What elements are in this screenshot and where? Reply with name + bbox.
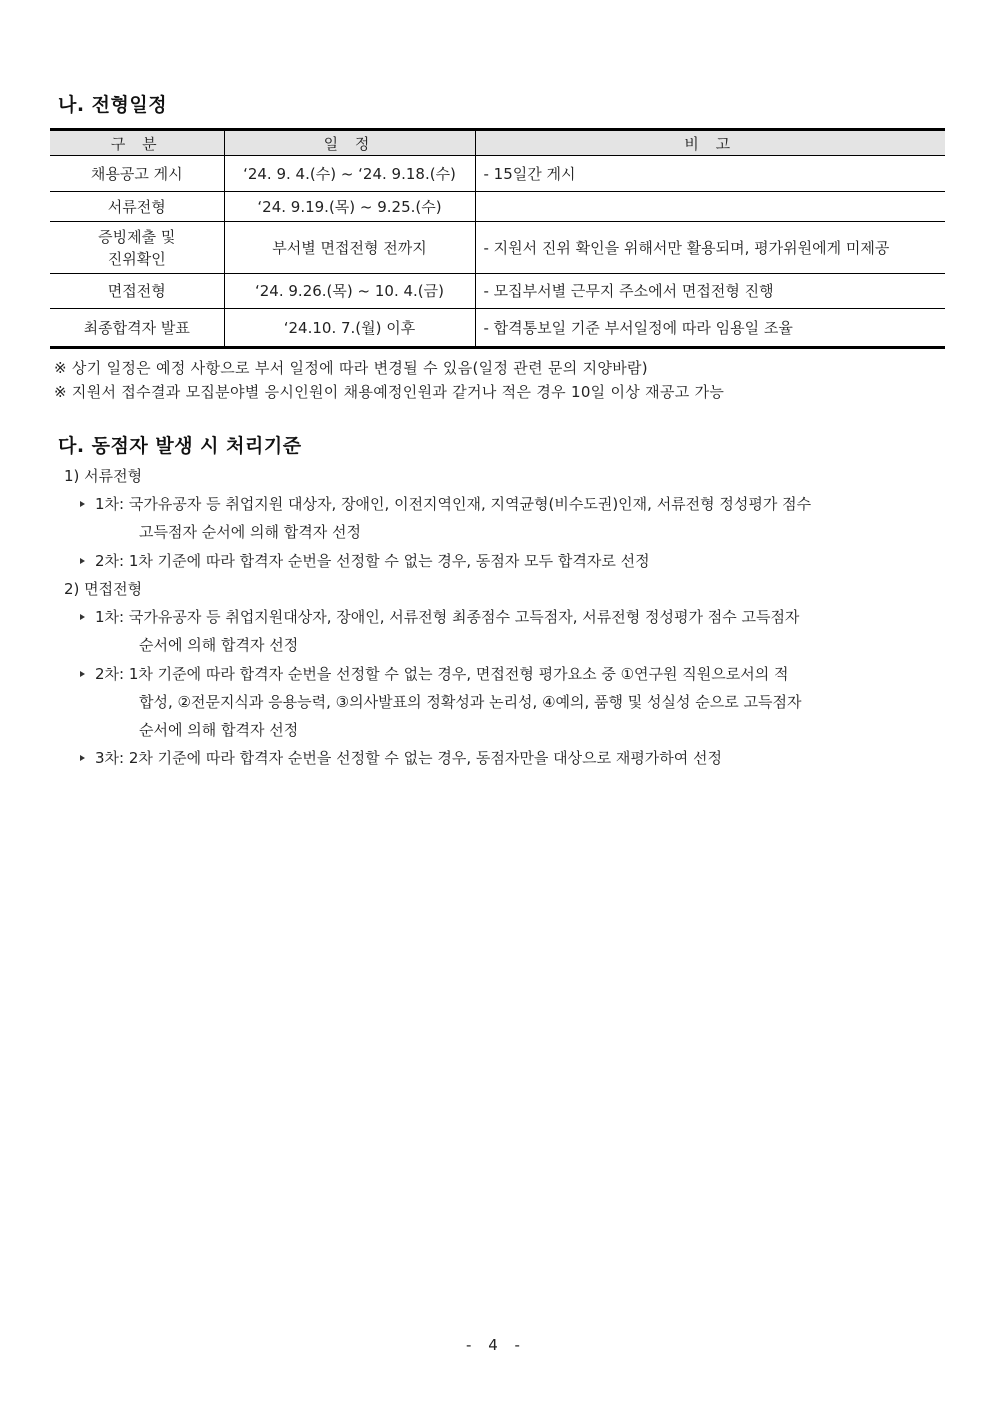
list-item <box>80 747 722 768</box>
subsection-label-document: 1) 서류전형 <box>64 467 143 485</box>
list-item-text: 1차: 국가유공자 등 취업지원 대상자, 장애인, 이전지역인재, 지역균형(비수도권)인재, 서류전형 정성평가 점수 <box>95 495 812 513</box>
subsection-label-interview: 2) 면접전형 <box>64 580 143 598</box>
page-number: - 4 - <box>466 1336 526 1354</box>
cell-note <box>475 192 945 222</box>
schedule-table <box>50 128 945 349</box>
header-note: 비 고 <box>475 130 945 156</box>
cell-schedule: ‘24.10. 7.(월) 이후 <box>224 309 475 348</box>
list-item-continuation: 순서에 의해 합격자 선정 <box>139 721 299 739</box>
list-item-continuation: 합성, ②전문지식과 응용능력, ③의사발표의 정확성과 논리성, ④예의, 품행 및 성실성 순으로 고득점자 <box>139 693 802 711</box>
cell-note-text: - 지원서 진위 확인을 위해서만 활용되며, 평가위원에게 미제공 <box>483 238 890 257</box>
list-item-continuation: 고득점자 순서에 의해 합격자 선정 <box>139 523 361 541</box>
cell-note <box>475 222 945 274</box>
cell-note: - 15일간 게시 <box>475 156 945 192</box>
header-schedule: 일 정 <box>224 130 475 156</box>
list-item <box>80 550 650 571</box>
cell-category: 최종합격자 발표 <box>50 309 224 348</box>
list-item-continuation: 순서에 의해 합격자 선정 <box>139 636 299 654</box>
list-item-text: 3차: 2차 기준에 따라 합격자 순번을 선정할 수 없는 경우, 동점자만을 대상으로 재평가하여 선정 <box>95 749 723 767</box>
bullet-triangle-icon <box>80 501 85 507</box>
header-category: 구 분 <box>50 130 224 156</box>
list-item <box>80 663 788 684</box>
list-item-text: 2차: 1차 기준에 따라 합격자 순번을 선정할 수 없는 경우, 동점자 모두 합격자로 선정 <box>95 552 650 570</box>
cell-schedule: ‘24. 9.19.(목) ~ 9.25.(수) <box>224 192 475 222</box>
cell-category <box>50 222 224 274</box>
cell-schedule: ‘24. 9.26.(목) ~ 10. 4.(금) <box>224 274 475 309</box>
cell-category: 면접전형 <box>50 274 224 309</box>
section-title-schedule: 나. 전형일정 <box>58 94 168 116</box>
bullet-triangle-icon <box>80 671 85 677</box>
table-row <box>50 274 945 309</box>
cell-schedule: ‘24. 9. 4.(수) ~ ‘24. 9.18.(수) <box>224 156 475 192</box>
list-item-text: 1차: 국가유공자 등 취업지원대상자, 장애인, 서류전형 최종점수 고득점자, 서류전형 정성평가 점수 고득점자 <box>95 608 800 626</box>
cell-category-line2: 진위확인 <box>107 249 166 268</box>
table-header-row <box>50 130 945 156</box>
cell-note: - 합격통보일 기준 부서일정에 따라 임용일 조율 <box>475 309 945 348</box>
footnote-reannouncement: ※ 지원서 접수결과 모집분야별 응시인원이 채용예정인원과 같거나 적은 경우 10일 이상 재공고 가능 <box>54 383 725 401</box>
bullet-triangle-icon <box>80 614 85 620</box>
cell-category: 채용공고 게시 <box>50 156 224 192</box>
list-item <box>80 493 944 514</box>
section-title-tiebreak: 다. 동점자 발생 시 처리기준 <box>58 435 302 457</box>
table-row <box>50 309 945 348</box>
list-item-text: 2차: 1차 기준에 따라 합격자 순번을 선정할 수 없는 경우, 면접전형 평가요소 중 ①연구원 직원으로서의 적 <box>95 665 789 683</box>
table-row <box>50 156 945 192</box>
cell-category-line1: 증빙제출 및 <box>98 227 176 246</box>
bullet-triangle-icon <box>80 755 85 761</box>
footnote-schedule-change: ※ 상기 일정은 예정 사항으로 부서 일정에 따라 변경될 수 있음(일정 관련 문의 지양바람) <box>54 359 648 377</box>
bullet-triangle-icon <box>80 558 85 564</box>
list-item <box>80 606 799 627</box>
cell-note: - 모집부서별 근무지 주소에서 면접전형 진행 <box>475 274 945 309</box>
cell-schedule: 부서별 면접전형 전까지 <box>224 222 475 274</box>
cell-category: 서류전형 <box>50 192 224 222</box>
table-row <box>50 222 945 274</box>
table-row <box>50 192 945 222</box>
